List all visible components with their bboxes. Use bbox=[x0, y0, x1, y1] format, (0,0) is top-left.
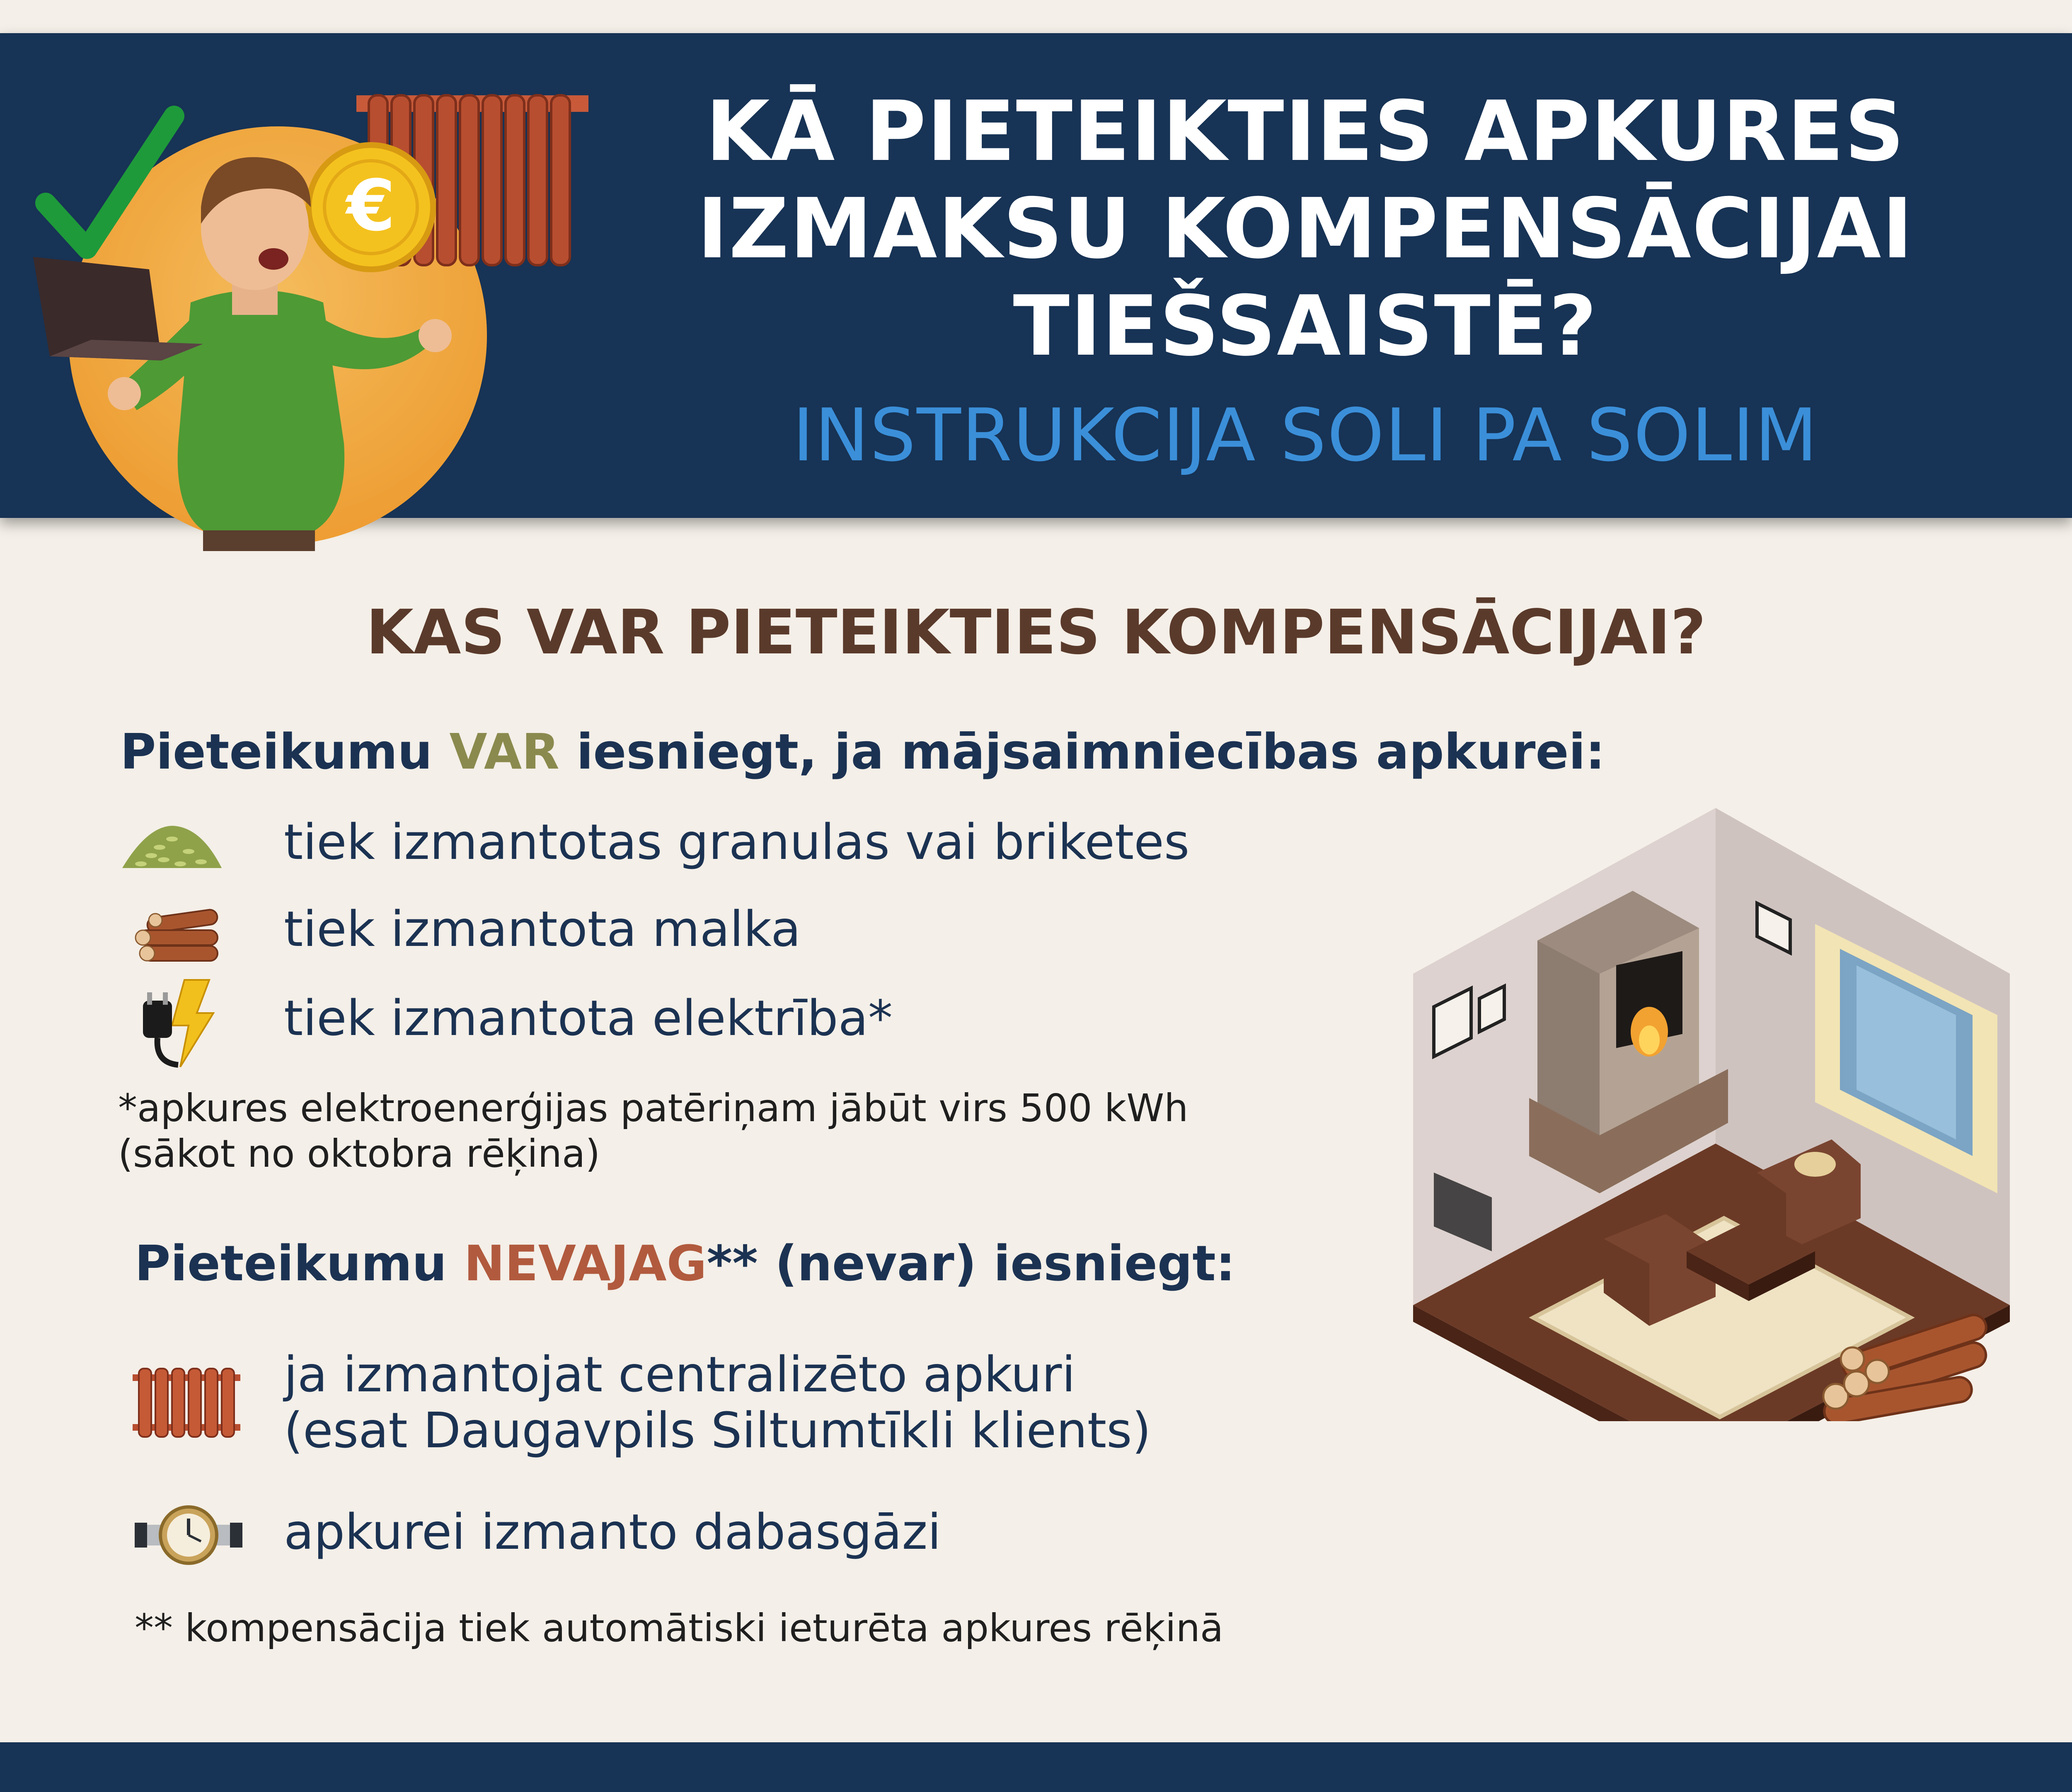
euro-coin-icon bbox=[309, 145, 433, 269]
page-title bbox=[622, 83, 1989, 375]
automatic-compensation-note: ** kompensācija tiek automātiski ieturēta apkures rēķinā bbox=[135, 1606, 1224, 1650]
svg-text:€: € bbox=[346, 165, 396, 247]
electricity-note-line-2: (sākot no oktobra rēķina) bbox=[118, 1132, 600, 1176]
title-line-3: TIEŠSAISTĒ? bbox=[1013, 278, 1598, 375]
eligible-heading bbox=[120, 723, 1605, 780]
not-needed-heading bbox=[135, 1235, 1235, 1292]
man-with-laptop-illustration bbox=[25, 70, 622, 551]
gas-meter-icon bbox=[135, 1504, 242, 1566]
central-heating-line-1: ja izmantojat centralizēto apkuri bbox=[284, 1346, 1076, 1403]
not-needed-item-central-heating bbox=[284, 1347, 1151, 1458]
not-needed-heading-pre: Pieteikumu bbox=[135, 1235, 464, 1292]
firewood-icon bbox=[131, 905, 226, 963]
not-needed-heading-accent: NEVAJAG bbox=[464, 1235, 707, 1292]
radiator-icon bbox=[133, 1365, 240, 1440]
electricity-note-line-1: *apkures elektroenerģijas patēriņam jābūt virs 500 kWh bbox=[118, 1086, 1188, 1130]
footer-bar bbox=[0, 1742, 2072, 1792]
eligible-heading-accent: VAR bbox=[449, 723, 559, 780]
not-needed-item-natural-gas: apkurei izmanto dabasgāzi bbox=[284, 1503, 942, 1560]
title-line-1: KĀ PIETEIKTIES APKURES bbox=[705, 83, 1905, 180]
pellets-icon bbox=[118, 822, 226, 872]
eligible-item-pellets: tiek izmantotas granulas vai briketes bbox=[284, 813, 1190, 871]
not-needed-heading-post: ** (nevar) iesniegt: bbox=[707, 1235, 1235, 1292]
eligible-item-firewood: tiek izmantota malka bbox=[284, 900, 801, 958]
electric-plug-icon bbox=[139, 976, 218, 1071]
title-line-2: IZMAKSU KOMPENSĀCIJAI bbox=[697, 181, 1914, 277]
page-subtitle: INSTRUKCIJA SOLI PA SOLIM bbox=[792, 394, 1818, 478]
header-banner bbox=[0, 33, 2072, 518]
eligible-heading-post: iesniegt, ja mājsaimniecības apkurei: bbox=[559, 723, 1605, 780]
section-title: KAS VAR PIETEIKTIES KOMPENSĀCIJAI? bbox=[366, 597, 1706, 668]
electricity-note bbox=[118, 1086, 1188, 1177]
eligible-heading-pre: Pieteikumu bbox=[120, 723, 450, 780]
eligible-item-electricity: tiek izmantota elektrība* bbox=[284, 989, 893, 1047]
central-heating-line-2: (esat Daugavpils Siltumtīkli klients) bbox=[284, 1402, 1151, 1459]
living-room-illustration bbox=[1401, 800, 2014, 1421]
